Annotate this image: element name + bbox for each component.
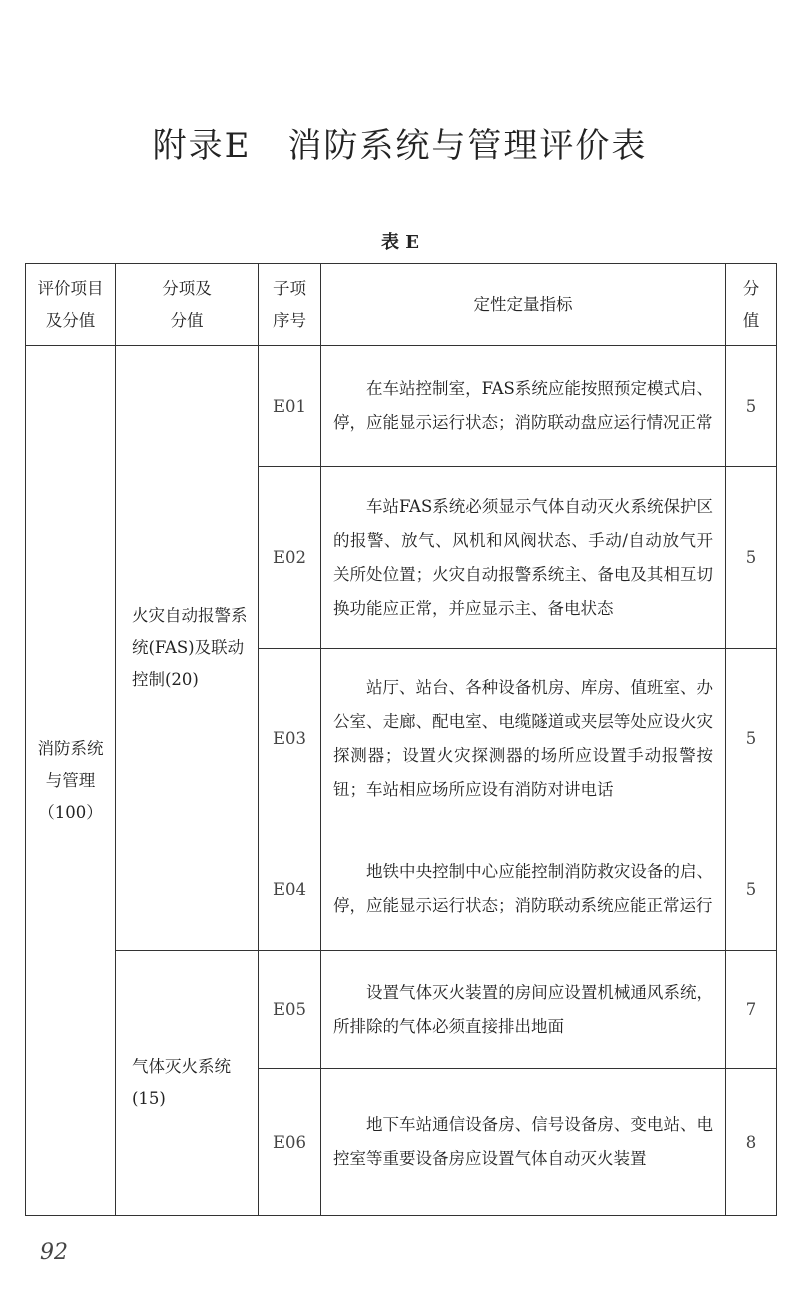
item-score: 5 bbox=[726, 829, 777, 951]
item-score: 5 bbox=[726, 346, 777, 467]
item-text: 地下车站通信设备房、信号设备房、变电站、电控室等重要设备房应设置气体自动灭火装置 bbox=[321, 1069, 726, 1216]
item-id: E04 bbox=[259, 829, 321, 951]
item-text: 车站FAS系统必须显示气体自动灭火系统保护区的报警、放气、风机和风阀状态、手动/自动放气开关所处位置；火灾自动报警系统主、备电及其相互切换功能应正常，并应显示主、备电状态 bbox=[321, 467, 726, 649]
item-id: E06 bbox=[259, 1069, 321, 1216]
item-score: 5 bbox=[726, 467, 777, 649]
subcategory-cell: 火灾自动报警系统(FAS)及联动控制(20) bbox=[116, 346, 259, 951]
header-category: 评价项目及分值 bbox=[26, 264, 116, 346]
header-indicator: 定性定量指标 bbox=[321, 264, 726, 346]
item-score: 8 bbox=[726, 1069, 777, 1216]
item-score: 5 bbox=[726, 649, 777, 829]
item-id: E01 bbox=[259, 346, 321, 467]
page-number: 92 bbox=[40, 1240, 68, 1265]
subcategory-cell: 气体灭火系统(15) bbox=[116, 951, 259, 1216]
item-score: 7 bbox=[726, 951, 777, 1069]
category-cell: 消防系统与管理（100） bbox=[26, 346, 116, 1216]
table-row bbox=[26, 346, 777, 467]
header-subcategory: 分项及分值 bbox=[116, 264, 259, 346]
item-text: 在车站控制室，FAS系统应能按照预定模式启、停，应能显示运行状态；消防联动盘应运行情况正常 bbox=[321, 346, 726, 467]
item-id: E05 bbox=[259, 951, 321, 1069]
item-id: E03 bbox=[259, 649, 321, 829]
item-text: 设置气体灭火装置的房间应设置机械通风系统，所排除的气体必须直接排出地面 bbox=[321, 951, 726, 1069]
header-score: 分值 bbox=[726, 264, 777, 346]
header-item-no: 子项序号 bbox=[259, 264, 321, 346]
item-id: E02 bbox=[259, 467, 321, 649]
page-title: 附录E 消防系统与管理评价表 bbox=[152, 126, 648, 166]
item-text: 地铁中央控制中心应能控制消防救灾设备的启、停，应能显示运行状态；消防联动系统应能正常运行 bbox=[321, 829, 726, 951]
table-row bbox=[26, 951, 777, 1069]
table-header-row bbox=[26, 264, 777, 346]
table-caption: 表 E bbox=[381, 232, 419, 253]
evaluation-table bbox=[25, 263, 777, 1216]
item-text: 站厅、站台、各种设备机房、库房、值班室、办公室、走廊、配电室、电缆隧道或夹层等处应设火灾探测器；设置火灾探测器的场所应设置手动报警按钮；车站相应场所应设有消防对讲电话 bbox=[321, 649, 726, 829]
